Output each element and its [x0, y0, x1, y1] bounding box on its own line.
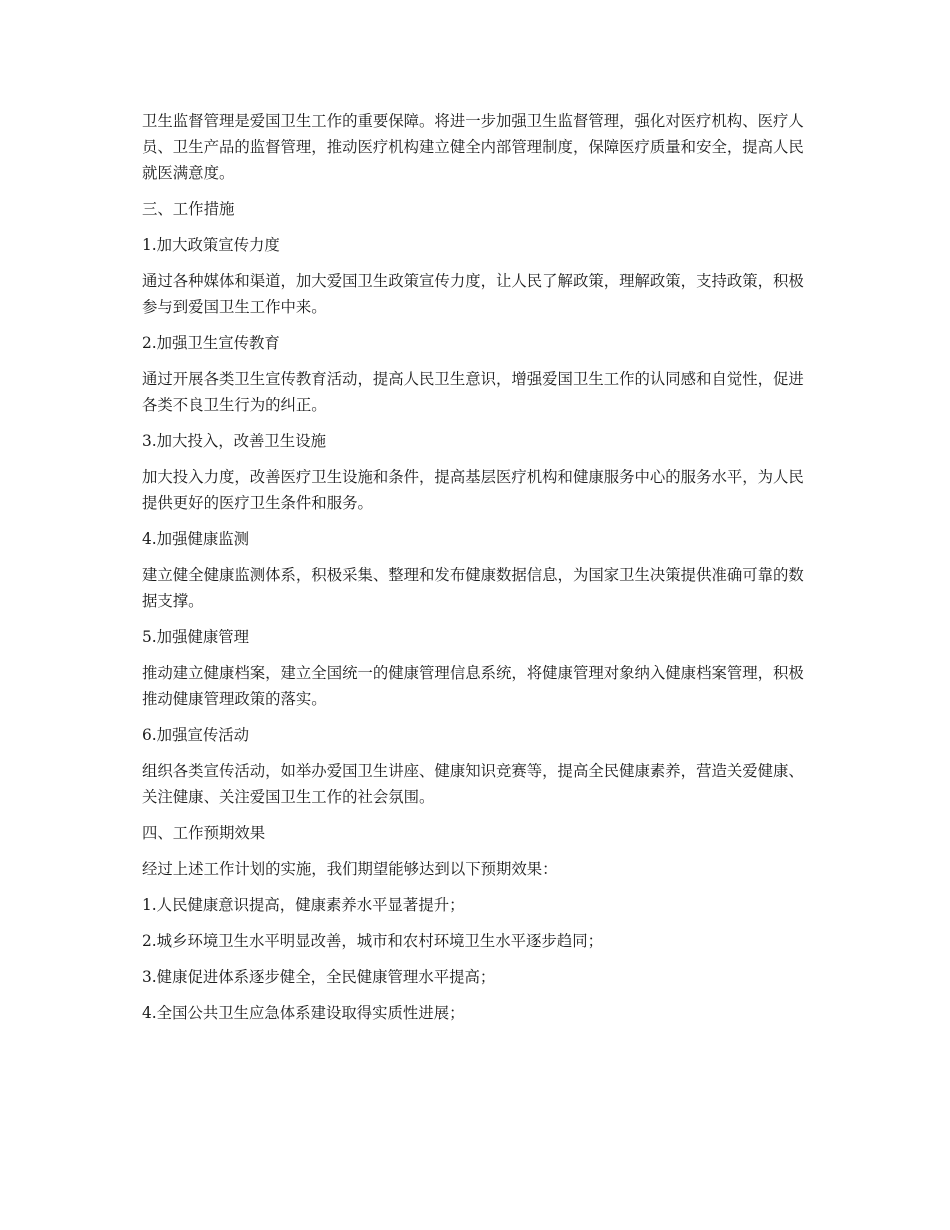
paragraph-expected-effects-intro: 经过上述工作计划的实施，我们期望能够达到以下预期效果：: [142, 860, 558, 878]
paragraph-health-management: 推动建立健康档案，建立全国统一的健康管理信息系统，将健康管理对象纳入健康档案管理，积极推动健康管理政策的落实。: [142, 664, 804, 708]
section-heading-work-measures: 三、工作措施: [142, 200, 235, 218]
paragraph-health-education: 通过开展各类卫生宣传教育活动，提高人民卫生意识，增强爱国卫生工作的认同感和自觉性，促进各类不良卫生行为的纠正。: [142, 370, 804, 414]
list-item-effect-4: 4.全国公共卫生应急体系建设取得实质性进展；: [142, 1004, 465, 1022]
subheading-health-monitoring: 4.加强健康监测: [142, 530, 250, 548]
paragraph-investment-facilities: 加大投入力度，改善医疗卫生设施和条件，提高基层医疗机构和健康服务中心的服务水平，为人民提供更好的医疗卫生条件和服务。: [142, 468, 804, 512]
subheading-health-management: 5.加强健康管理: [142, 628, 250, 646]
subheading-policy-publicity: 1.加大政策宣传力度: [142, 236, 280, 254]
paragraph-publicity-activities: 组织各类宣传活动，如举办爱国卫生讲座、健康知识竞赛等，提高全民健康素养，营造关爱健康、关注健康、关注爱国卫生工作的社会氛围。: [142, 762, 804, 806]
document-body: [142, 108, 810, 1036]
paragraph-health-supervision: 卫生监督管理是爱国卫生工作的重要保障。将进一步加强卫生监督管理，强化对医疗机构、医疗人员、卫生产品的监督管理，推动医疗机构建立健全内部管理制度，保障医疗质量和安全，提高人民就医满意度。: [142, 112, 804, 182]
paragraph-policy-publicity: 通过各种媒体和渠道，加大爱国卫生政策宣传力度，让人民了解政策，理解政策，支持政策，积极参与到爱国卫生工作中来。: [142, 272, 804, 316]
list-item-effect-2: 2.城乡环境卫生水平明显改善，城市和农村环境卫生水平逐步趋同；: [142, 932, 604, 950]
paragraph-health-monitoring: 建立健全健康监测体系，积极采集、整理和发布健康数据信息，为国家卫生决策提供准确可靠的数据支撑。: [142, 566, 804, 610]
section-heading-expected-effects: 四、工作预期效果: [142, 824, 266, 842]
subheading-health-education: 2.加强卫生宣传教育: [142, 334, 280, 352]
subheading-investment-facilities: 3.加大投入，改善卫生设施: [142, 432, 326, 450]
subheading-publicity-activities: 6.加强宣传活动: [142, 726, 250, 744]
list-item-effect-1: 1.人民健康意识提高，健康素养水平显著提升；: [142, 896, 465, 914]
list-item-effect-3: 3.健康促进体系逐步健全，全民健康管理水平提高；: [142, 968, 496, 986]
